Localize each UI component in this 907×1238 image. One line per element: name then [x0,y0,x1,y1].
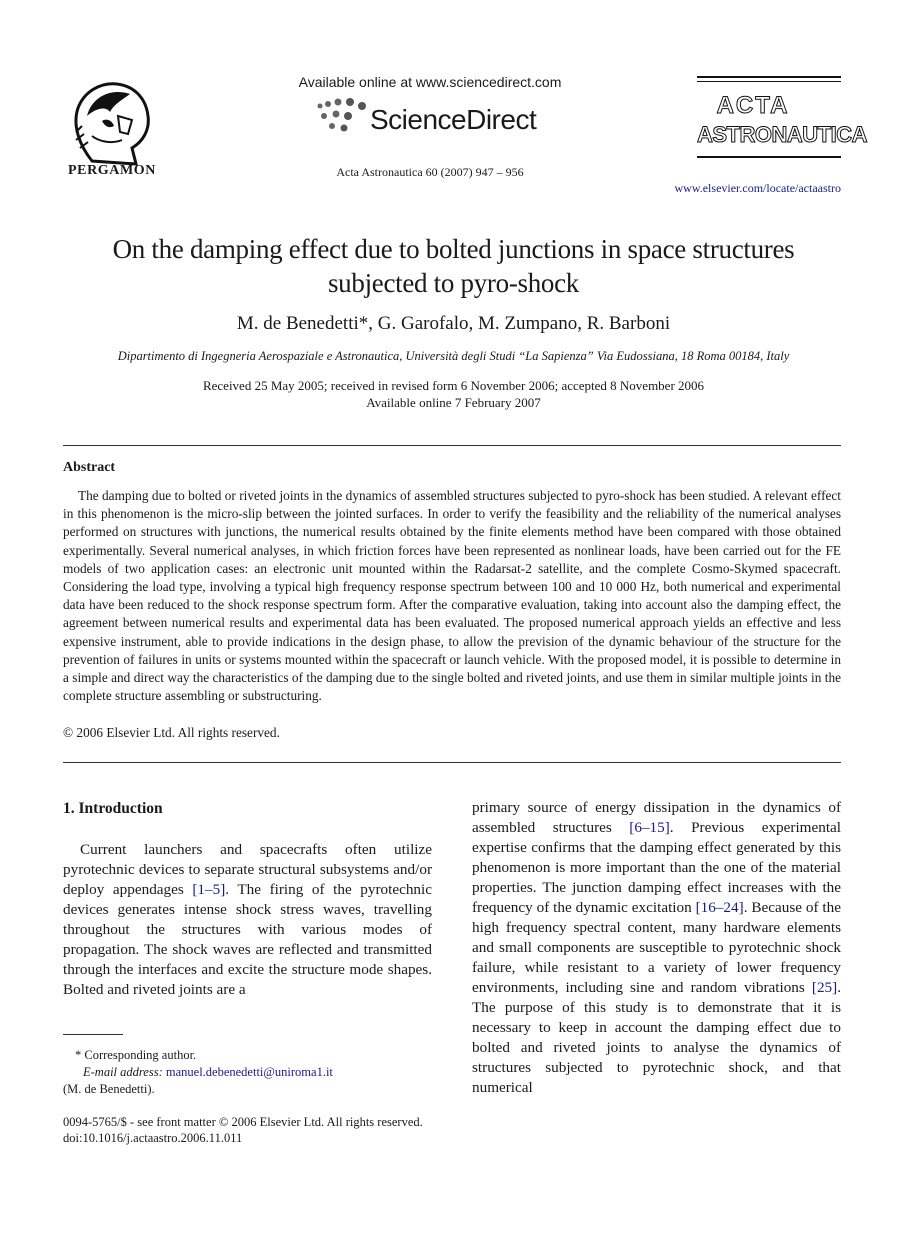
issn-line: 0094-5765/$ - see front matter © 2006 Elsevier Ltd. All rights reserved. [63,1115,423,1129]
footnote-corresponding: * Corresponding author. [75,1048,197,1062]
intro-text: . Because of the high frequency spectral content, many hardware elements and small components are susceptible to pyrotechnic shock failure, while resistant to a variety of lower frequency environments, including sine and random vibrations [472,899,841,996]
abstract-heading: Abstract [63,460,116,475]
citation-link[interactable]: [6–15] [629,819,670,836]
citation-link[interactable]: [1–5] [192,881,226,898]
author-affiliation: Dipartimento di Ingegneria Aerospaziale e Astronautica, Università degli Studi “La Sapienza” Via Eudossiana, 18 Roma 00184, Italy [117,349,790,363]
journal-url-link[interactable]: www.elsevier.com/locate/actaastro [674,181,841,195]
available-date: Available online 7 February 2007 [366,395,541,410]
intro-paragraph-left [63,840,432,1000]
divider-bottom [63,762,841,763]
footnote-author-name: (M. de Benedetti). [63,1082,155,1096]
citation-link[interactable]: [16–24] [695,899,744,916]
article-title: On the damping effect due to bolted junctions in space structures subjected to pyro-shock [112,234,795,298]
publisher-name: PERGAMON [67,163,156,178]
intro-paragraph-right [472,798,841,1098]
intro-text: primary source of energy dissipation in the dynamics of assembled structures [472,799,841,836]
abstract-body: The damping due to bolted or riveted joints in the dynamics of assembled structures subjected to pyro-shock has been studied. A relevant effect in this phenomenon is the micro-slip between the jointed surfaces. In order to verify the feasibility and the reliability of the numerical analyses performed on structures with junctions, the numerical results obtained by the finite elements method have been compared with those obtained experimentally. Several numerical analyses, in which friction forces have been represented as nonlinear loads, have been carried out for the FE models of two application cases: an electronic unit mounted within the Radarsat-2 satellite, and the complete Cosmo-Skymed spacecraft. Considering the load type, involving a typical high frequency response spectrum between 100 and 10 000 Hz, both numerical and experimental data have been reduced to the shock response spectrum form. After the comparative evaluation, taking into account also the damping effect, the agreement between numerical results and experimental data has been evaluated. The proposed numerical approach yields an effective and less expensive instrument, able to provide indications in the design phase, to allow the prevision of the dynamic behaviour of the structure for the prevention of failures in units or systems mounted within the spacecraft or launch vehicle. With the proposed model, it is possible to determine in a simple and direct way the characteristics of the damping due to the single bolted and riveted joints, and use them in similar multiple joints in the complete structure assembling or substructuring. [63,488,841,704]
article-dates [60,377,847,411]
citation-link[interactable]: [25] [811,979,838,996]
footnote-rule [63,1034,123,1035]
section-heading-introduction: 1. Introduction [63,800,163,817]
intro-text: Current launchers and spacecrafts often utilize pyrotechnic devices to separate structural subsystems and/or deploy appendages [63,841,432,898]
intro-text: . The purpose of this study is to demonstrate that it is necessary to keep in account the damping effect due to bolted and riveted joints to analyse the dynamics of structures subjected to pyrotechnic shock, and that numerical [472,979,841,1096]
available-online-text[interactable]: Available online at www.sciencedirect.com [298,74,562,90]
intro-text: . The firing of the pyrotechnic devices generates intense shock stress waves, travelling throughout the structures with various modes of propagation. The shock waves are reflected and transmitted through the interfaces and excite the structure mode shapes. Bolted and riveted joints are a [63,881,432,998]
abstract-copyright: © 2006 Elsevier Ltd. All rights reserved. [63,725,280,740]
pergamon-logo [62,76,162,176]
acta-astronautica-logo [697,76,867,160]
imprint [63,1114,423,1146]
journal-logo-line-1: ACTA [716,92,790,119]
doi-line[interactable]: doi:10.1016/j.actaastro.2006.11.011 [63,1131,243,1145]
email-label: E-mail address: [83,1065,163,1079]
email-link[interactable]: manuel.debenedetti@uniroma1.it [165,1065,333,1079]
footnote-email [83,1064,333,1080]
sciencedirect-brand: ScienceDirect [370,104,537,135]
author-list: M. de Benedetti*, G. Garofalo, M. Zumpano, R. Barboni [236,313,671,334]
intro-text: . Previous experimental expertise confirms that the damping effect generated by this phenomenon is more important than the one of the material properties. The junction damping effect increases with the frequency of the dynamic excitation [472,819,842,916]
divider-top [63,445,841,446]
journal-logo-line-2: ASTRONAUTICA [697,122,867,147]
journal-citation: Acta Astronautica 60 (2007) 947 – 956 [336,165,524,179]
received-dates: Received 25 May 2005; received in revised form 6 November 2006; accepted 8 November 2006 [202,378,705,393]
